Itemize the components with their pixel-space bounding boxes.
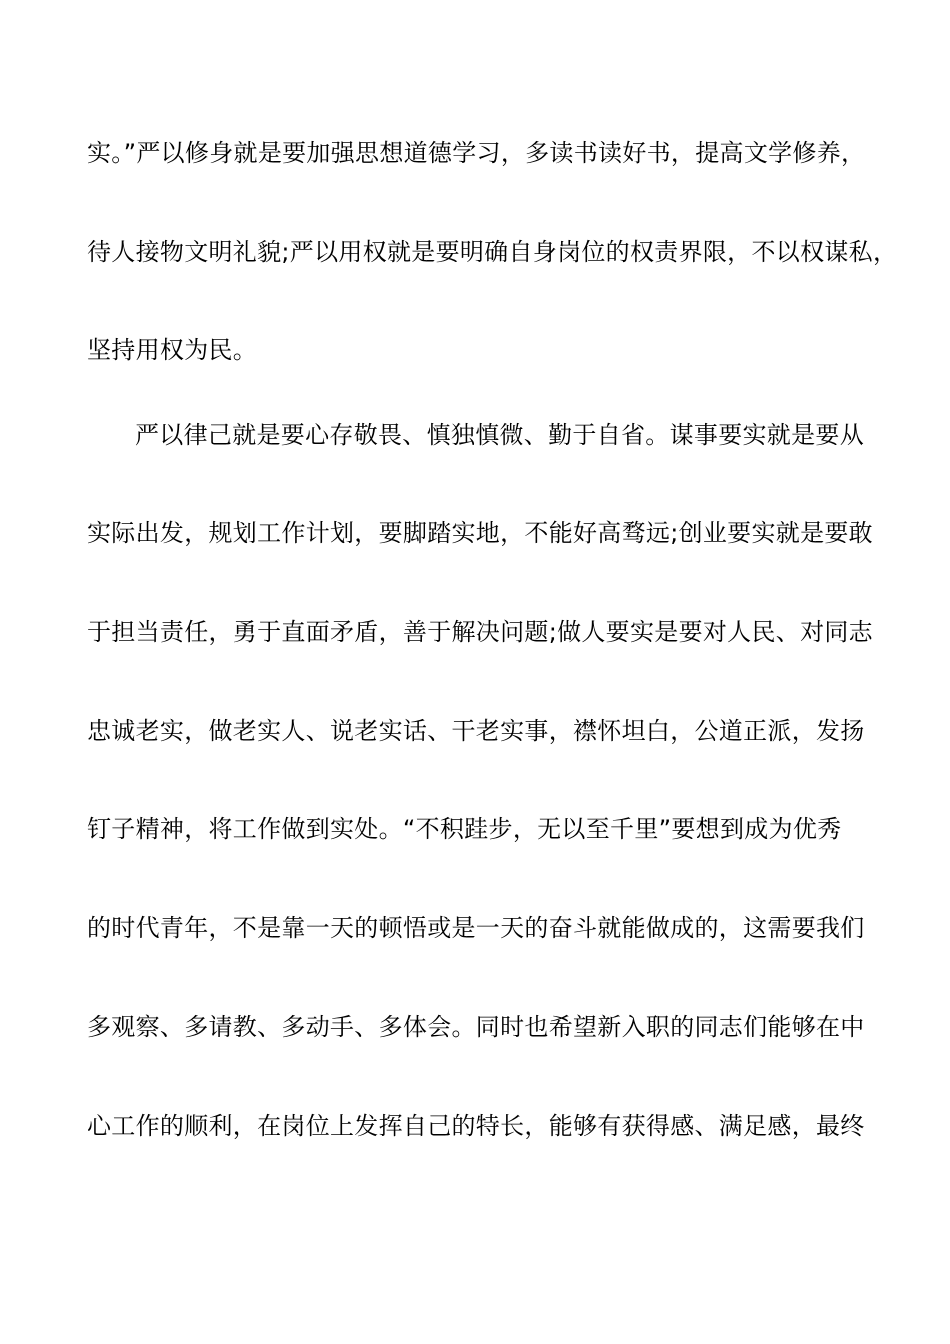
text-line: 实。”严以修身就是要加强思想道德学习，多读书读好书，提高文学修养，	[87, 139, 866, 167]
text-line: 多观察、多请教、多动手、多体会。同时也希望新入职的同志们能够在中	[87, 1013, 865, 1041]
paragraph-first-line: 严以律己就是要心存敬畏、慎独慎微、勤于自省。谋事要实就是要从	[135, 421, 864, 449]
text-line: 心工作的顺利，在岗位上发挥自己的特长，能够有获得感、满足感，最终	[87, 1112, 865, 1140]
text-line: 于担当责任，勇于直面矛盾，善于解决问题;做人要实是要对人民、对同志	[87, 618, 873, 646]
text-line: 待人接物文明礼貌;严以用权就是要明确自身岗位的权责界限，不以权谋私，	[87, 238, 898, 266]
text-line: 的时代青年，不是靠一天的顿悟或是一天的奋斗就能做成的，这需要我们	[87, 914, 865, 942]
text-line: 实际出发，规划工作计划，要脚踏实地，不能好高骛远;创业要实就是要敢	[87, 519, 873, 547]
text-line: 忠诚老实，做老实人、说老实话、干老实事，襟怀坦白，公道正派，发扬	[87, 717, 865, 745]
text-line: 坚持用权为民。	[87, 336, 258, 364]
text-line: 钉子精神，将工作做到实处。“不积跬步，无以至千里”要想到成为优秀	[87, 815, 842, 843]
